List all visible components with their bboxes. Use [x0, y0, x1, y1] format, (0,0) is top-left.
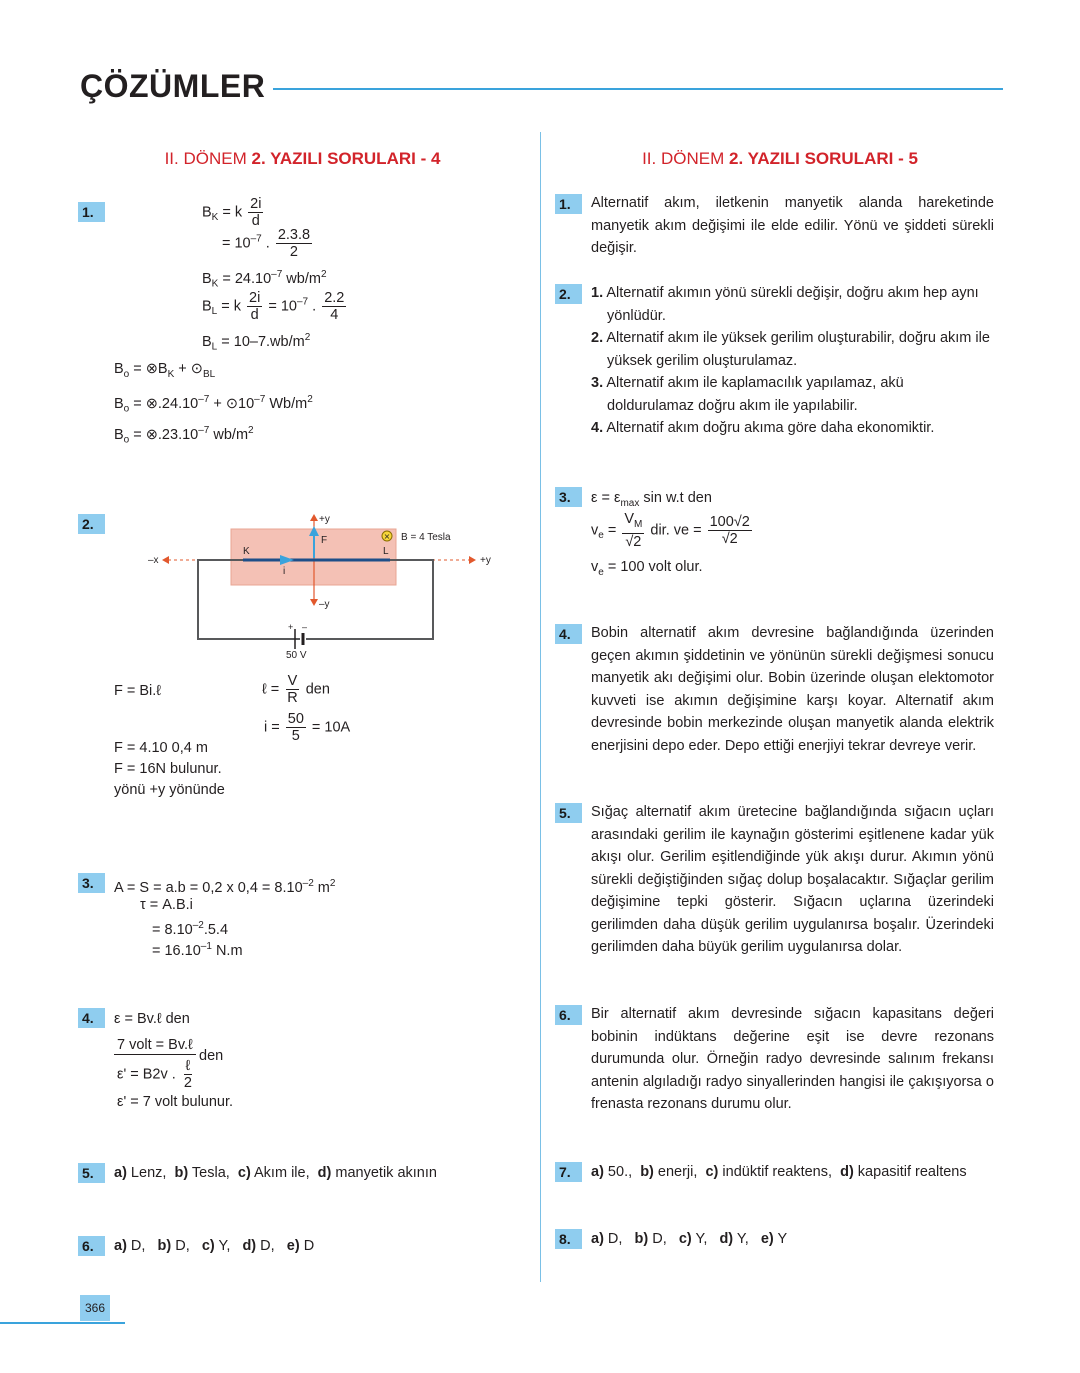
plus-y-label: +y — [319, 514, 330, 525]
right-q3-emf: $\varepsilon = \varepsilon_{max}$ sin w.t den — [591, 490, 712, 509]
q1-bo-formula: $B_o$ = $\otimes B_K$ + $⊙_{BL}$ — [114, 361, 216, 380]
right-q2-item-2: 2. Alternatif akım ile yüksek gerilim oluşturabilir, doğru akım ile yüksek gerilim oluşturulamaz. — [591, 330, 990, 369]
q3-torque-result: = $16.10^{-1}$ N.m — [152, 941, 243, 959]
right-q4-number: 4. — [555, 624, 582, 644]
q3-torque: τ = A.B.i — [140, 897, 193, 913]
q1-bk-substitution: = $10^{-7}$ . $\frac{2.3.8}{2}$ — [222, 227, 311, 260]
q2-result-line-1: F = 4.10 0,4 m — [114, 740, 208, 756]
right-q2-item-3: 3. Alternatif akım ile kaplamacılık yapılamaz, akü doldurulamaz doğru akım ile yapılabilir. — [591, 375, 904, 414]
minus-x-label: –x — [148, 555, 159, 566]
q4-den-label: den — [199, 1048, 224, 1064]
q2-current-formula: i = $\frac{50}{5}$ = 10A — [264, 711, 351, 744]
left-q6-number: 6. — [78, 1236, 105, 1256]
right-q1-number: 1. — [555, 194, 582, 214]
plus-x-label: +y — [480, 555, 491, 566]
q2-length-formula: ℓ = $\frac{V}{R}$ den — [262, 673, 330, 706]
minus-x-arrow-icon — [162, 556, 169, 564]
plus-y-arrow-icon — [310, 514, 318, 521]
q1-bo-result: $B_o$ = $\otimes.23.10^{-7}$ $wb/m^2$ — [114, 425, 254, 446]
q2-result-line-3: yönü +y yönünde — [114, 782, 225, 798]
q1-bk-formula: $B_K = k$ $\frac{2i}{d}$ — [202, 196, 262, 229]
q3-area: A = S = a.b = 0,2 x $0,4 = 8.10^{-2}$ $m^2$ — [114, 878, 336, 896]
right-q6-text: Bir alternatif akım devresinde sığacın kapasitans değeri bobinin indüktans değerine eşit ise devre rezonans durumunda olur. Örneğin radyo devresinde salınım frekansı antenin algıladığı radyo sinyallerinden hangisi ile çakışıyorsa o frenasta rezonans durumu olur. — [591, 1006, 994, 1112]
left-q4-number: 4. — [78, 1008, 105, 1028]
right-q2-number: 2. — [555, 284, 582, 304]
left-q3-number: 3. — [78, 873, 105, 893]
column-divider — [540, 132, 541, 1282]
left-title-prefix: II. DÖNEM — [164, 149, 252, 168]
right-q8-answers: a) D, b) D, c) Y, d) Y, e) Y — [591, 1231, 788, 1247]
q1-bl-result: $B_L = 10-7.wb/m^2$ — [202, 332, 311, 353]
right-q7-number: 7. — [555, 1162, 582, 1182]
left-q2-number: 2. — [78, 514, 105, 534]
right-title-bold: 2. YAZILI SORULARI - 5 — [728, 149, 918, 168]
q4-result: ε' = 7 volt bulunur. — [117, 1094, 234, 1110]
point-l-label: L — [383, 546, 389, 557]
page-number-rule — [0, 1322, 125, 1324]
q2-result — [114, 738, 225, 801]
left-q1-number: 1. — [78, 202, 105, 222]
q5-answers: a) Lenz, b) Tesla, c) Akım ile, d) manyetik akının — [114, 1165, 437, 1181]
right-q3-ve-formula: $v_e$ = $\frac{V_M}{√2}$ dir. ve = $\frac{100√2}{√2}$ — [591, 511, 750, 550]
q2-result-line-2: F = 16N bulunur. — [114, 761, 222, 777]
q3-torque-sub: = $8.10^{-2}.5.4$ — [152, 920, 229, 938]
right-q3-result: $v_e = 100$ volt olur. — [591, 559, 703, 578]
right-q2-item-1: 1. Alternatif akımın yönü sürekli değişir, doğru akım hep aynı yönlüdür. — [591, 285, 979, 324]
q1-bo-substitution: $B_o$ = $\otimes.24.10^{-7}$ + $⊙10^{-7}$ $Wb/m^2$ — [114, 394, 313, 415]
point-k-label: K — [243, 546, 250, 557]
heading-rule — [273, 88, 1003, 90]
q6-answers: a) D, b) D, c) Y, d) D, e) D — [114, 1238, 315, 1254]
page-heading: ÇÖZÜMLER — [80, 68, 266, 104]
q1-bk-result: $B_K = 24.10^{-7}$ $wb/m^2$ — [202, 269, 327, 290]
force-label: F — [321, 535, 328, 546]
right-q3-number: 3. — [555, 487, 582, 507]
right-q2-list — [591, 282, 994, 440]
plus-x-arrow-icon — [469, 556, 476, 564]
right-q5-number: 5. — [555, 803, 582, 823]
right-q7-answers: a) 50., b) enerji, c) indüktif reaktens, d) kapasitif realtens — [591, 1164, 967, 1180]
battery-plus-label: + — [288, 622, 294, 632]
svg-text:×: × — [383, 532, 391, 541]
voltage-label: 50 V — [286, 650, 307, 661]
minus-y-arrow-icon — [310, 599, 318, 606]
battery-minus-label: – — [302, 622, 308, 632]
q4-denominator: ε' = B2v . $\frac{\text{ℓ}}{2}$ — [117, 1058, 192, 1091]
minus-y-label: –y — [319, 599, 330, 610]
right-q8-number: 8. — [555, 1229, 582, 1249]
right-section-title — [595, 149, 965, 169]
q4-emf: ε = Bv.ℓ den — [114, 1011, 190, 1027]
right-q2-item-4: 4. Alternatif akım doğru akıma göre daha ekonomiktir. — [591, 420, 935, 436]
right-q4-text: Bobin alternatif akım devresine bağlandığında üzerinden geçen akımın şiddetinin ve yönünün sürekli değişmesi sonucu manyetik akı değişimi olur. Bobin üzerinde oluşan elektomotor kuvveti ise akımın değişimine karşı koyar. Alternatif akım devresinde bobin merkezinde oluşan manyetik alanda elektrik enerjisini depo eder. Depo ettiği enerjiyi tekrar devreye verir. — [591, 625, 994, 754]
left-q5-number: 5. — [78, 1163, 105, 1183]
field-label: B = 4 Tesla — [401, 532, 451, 543]
q2-force-formula: F = Bi.ℓ — [114, 683, 161, 699]
right-q6-number: 6. — [555, 1005, 582, 1025]
circuit-diagram — [140, 508, 500, 668]
q4-numerator: 7 volt = Bv.ℓ — [114, 1036, 196, 1055]
left-section-title — [120, 149, 485, 169]
page-number: 366 — [80, 1295, 110, 1321]
right-q5-text: Sığaç alternatif akım üretecine bağlandığında sığacın uçları arasındaki gerilim ile kaynağın gösterimi eşitlenene kadar yük akışı olur. Gerilim eşitlendiğinde yük akışı durur. Akımın yönü sürekli değiştiğinden sığaç dolup boşalacaktır. Sığaçlar gerilim değişimine tepki gösterir. Sığacın uçlarına üzerindeki gerilimden daha düşük gerilim uygulanırsa boşalır. Üzerindeki gerilimden daha büyük gerilim uygulanırsa dolar. — [591, 804, 994, 955]
q1-bl-formula: $B_L = k$ $\frac{2i}{d}$ = $10^{-7}$ . $\frac{2.2}{4}$ — [202, 290, 345, 323]
current-label: i — [283, 566, 286, 577]
left-title-bold: 2. YAZILI SORULARI - 4 — [251, 149, 441, 168]
right-q1-text: Alternatif akım, iletkenin manyetik alanda hareketinde manyetik akım değişimi ile elde edilir. Yönü ve şiddeti sürekli değişir. — [591, 195, 994, 256]
right-title-prefix: II. DÖNEM — [642, 149, 729, 168]
